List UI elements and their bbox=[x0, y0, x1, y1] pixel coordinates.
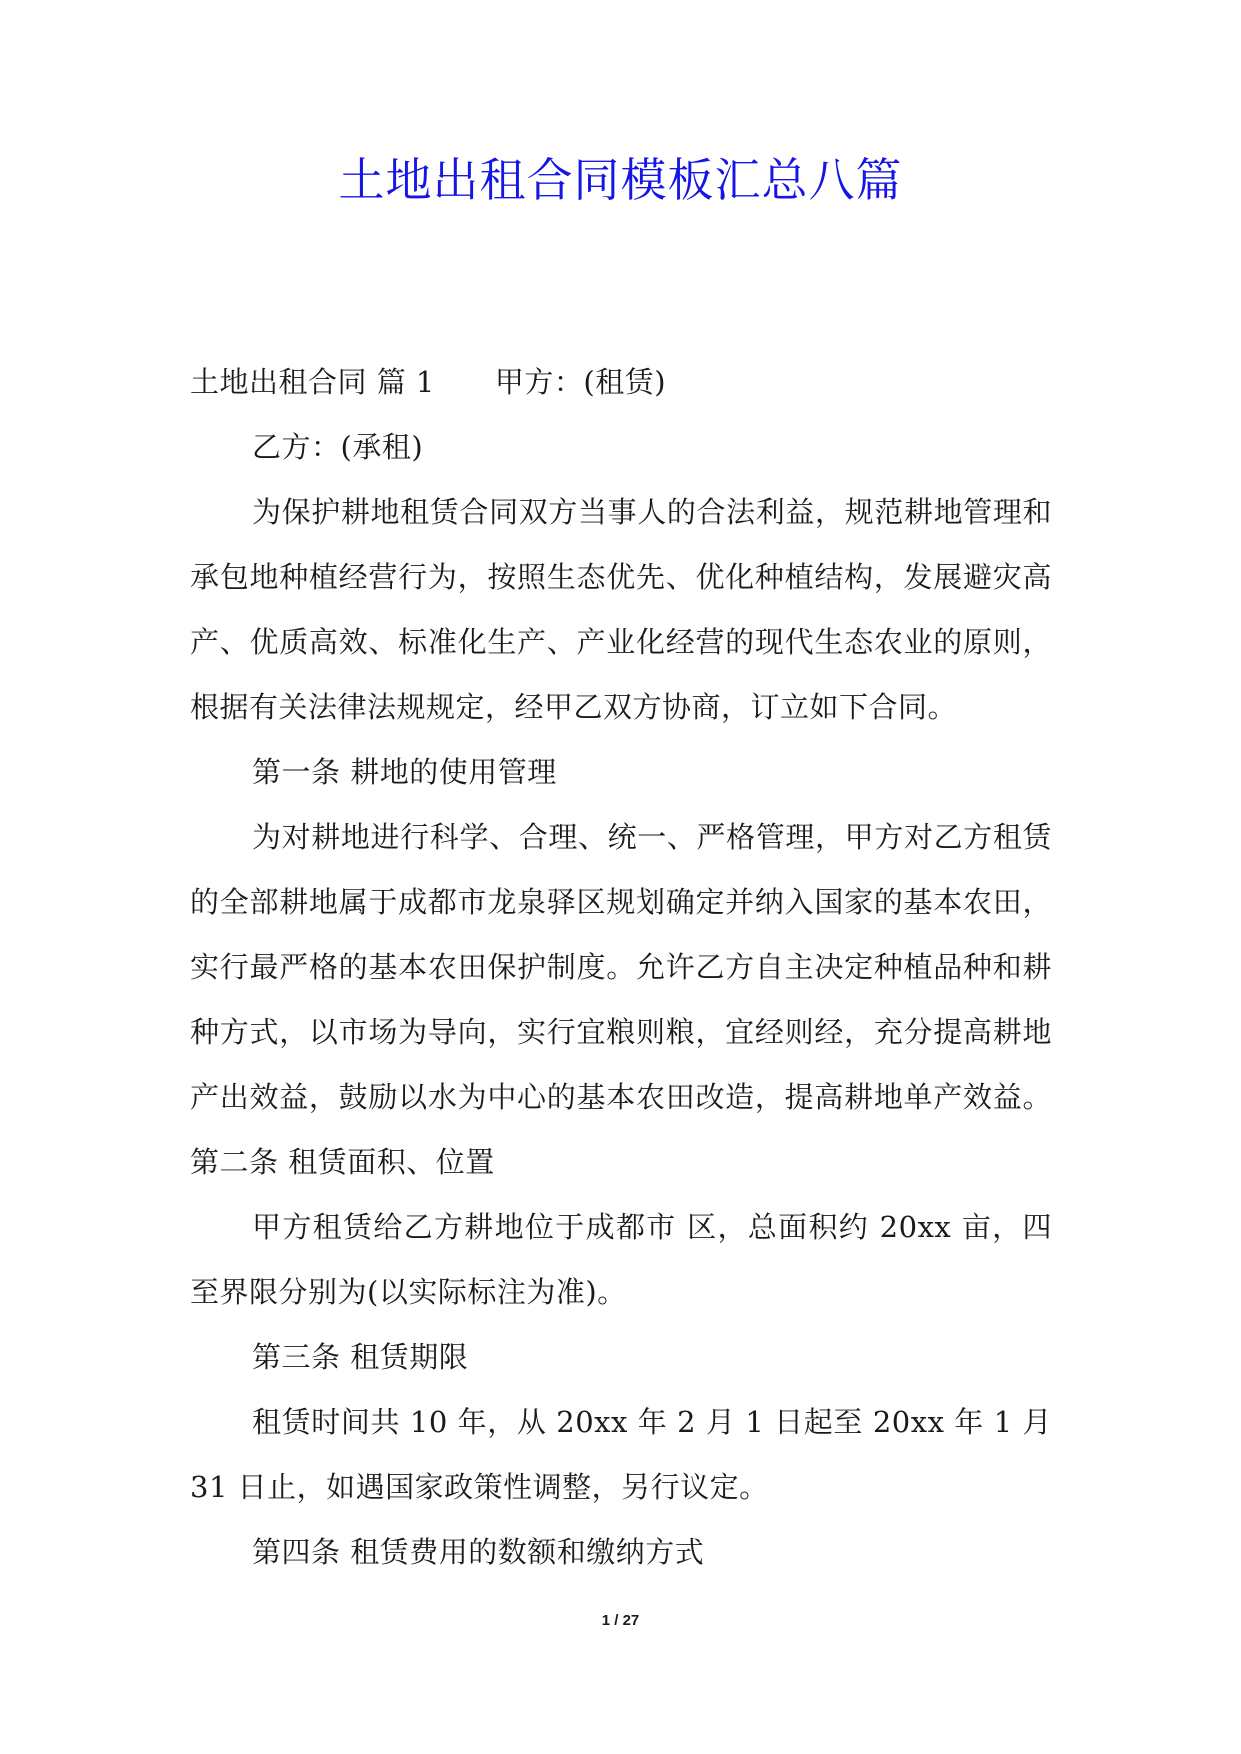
contract-heading-line bbox=[190, 350, 1052, 415]
page-title: 土地出租合同模板汇总八篇 bbox=[338, 153, 903, 207]
party-b-label: 乙方：(承租) bbox=[252, 430, 424, 464]
article-3-heading: 第三条 租赁期限 bbox=[252, 1340, 469, 1374]
party-a-label: 甲方：(租赁) bbox=[494, 365, 667, 399]
preamble-paragraph: 为保护耕地租赁合同双方当事人的合法利益，规范耕地管理和承包地种植经营行为，按照生态优先、优化种植结构，发展避灾高产、优质高效、标准化生产、产业化经营的现代生态农业的原则，根据有关法律法规规定，经甲乙双方协商，订立如下合同。 bbox=[190, 495, 1052, 724]
article-1-heading: 第一条 耕地的使用管理 bbox=[252, 755, 557, 789]
article-1-paragraph: 为对耕地进行科学、合理、统一、严格管理，甲方对乙方租赁的全部耕地属于成都市龙泉驿区规划确定并纳入国家的基本农田，实行最严格的基本农田保护制度。允许乙方自主决定种植品种和耕种方式，以市场为导向，实行宜粮则粮，宜经则经，充分提高耕地产出效益，鼓励以水为中心的基本农田改造，提高耕地单产效益。第二条 租赁面积、位置 bbox=[190, 820, 1052, 1179]
article-2-paragraph: 甲方租赁给乙方耕地位于成都市 区，总面积约 20xx 亩，四至界限分别为(以实际标注为准)。 bbox=[190, 1210, 1052, 1309]
article-3-paragraph: 租赁时间共 10 年，从 20xx 年 2 月 1 日起至 20xx 年 1 月 31 日止，如遇国家政策性调整，另行议定。 bbox=[190, 1405, 1052, 1504]
page-number: 1 / 27 bbox=[601, 1612, 640, 1629]
document-body bbox=[190, 350, 1052, 1585]
article-4-heading: 第四条 租赁费用的数额和缴纳方式 bbox=[252, 1535, 705, 1569]
contract-heading: 土地出租合同 篇 1 bbox=[190, 365, 435, 399]
